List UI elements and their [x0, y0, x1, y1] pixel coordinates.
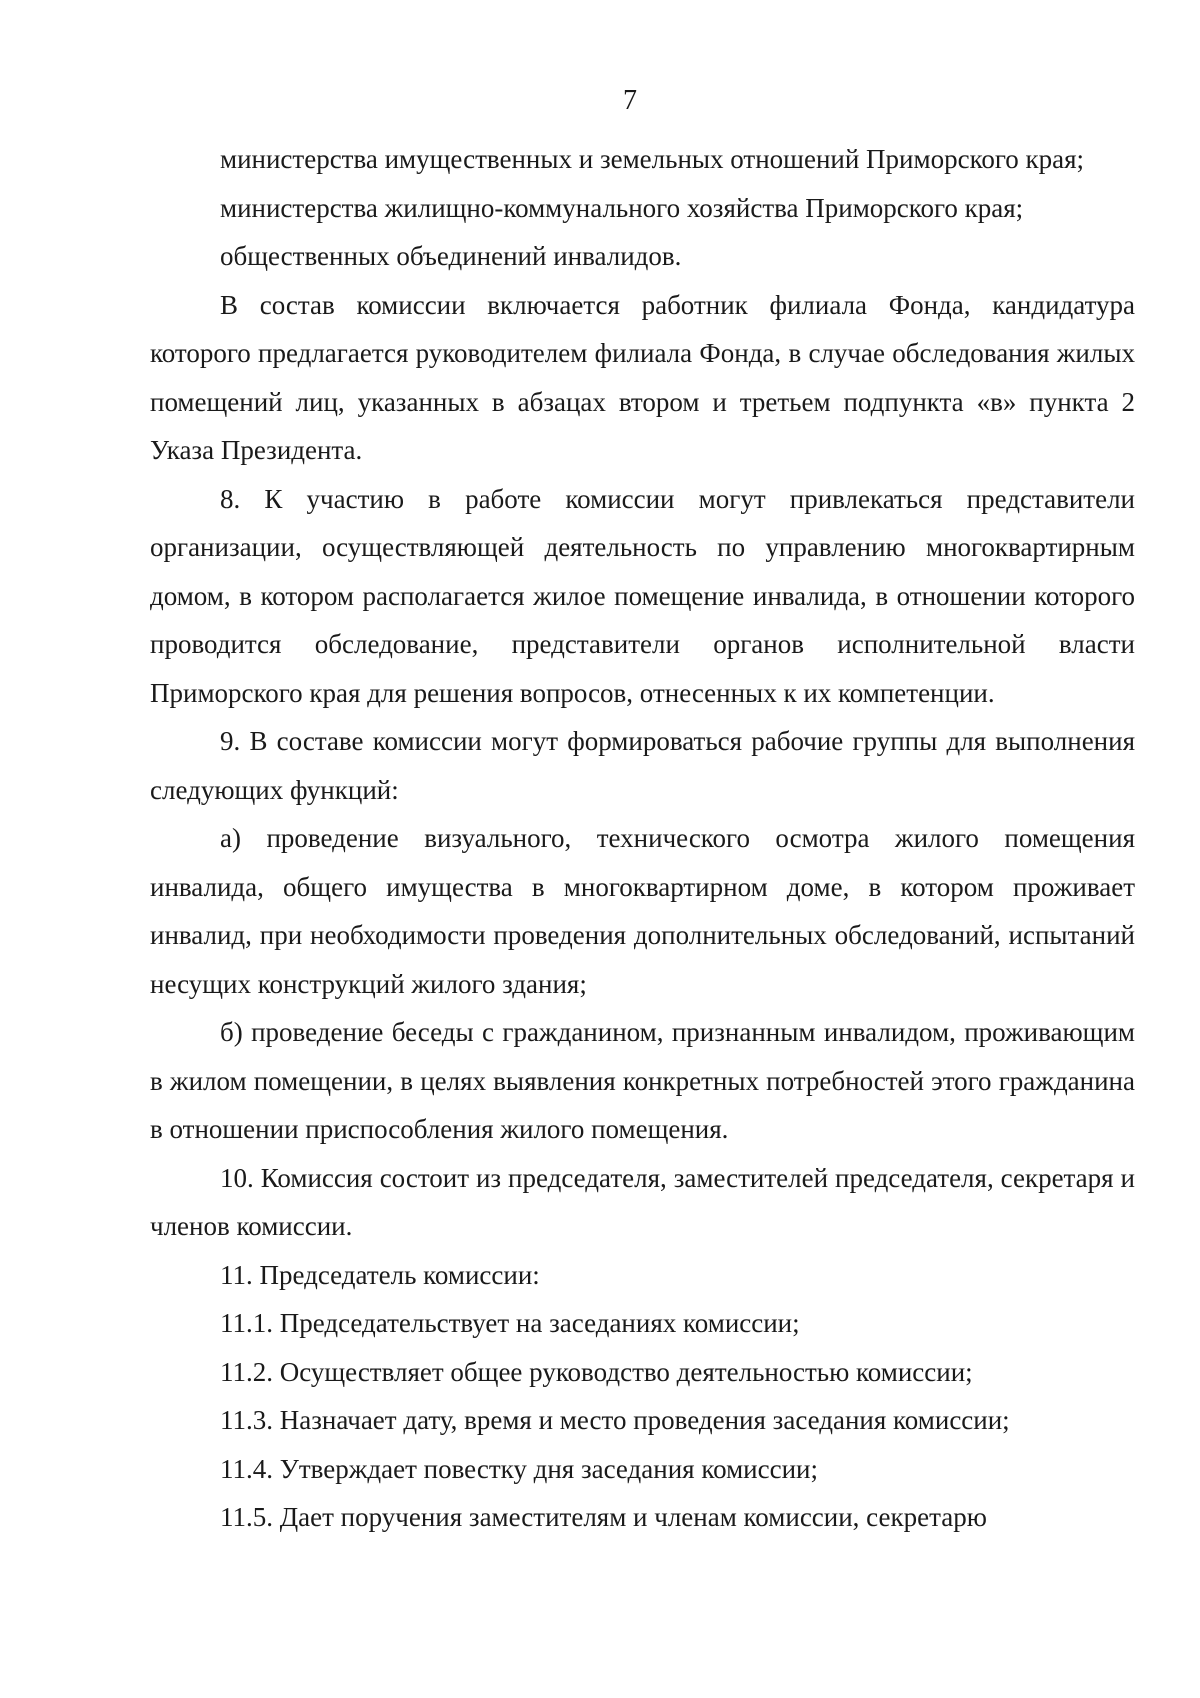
paragraph-item-9b: б) проведение беседы с гражданином, признанным инвалидом, проживающим в жилом помещении, в целях выявления конкретных потребностей этого гражданина в отношении приспособления жилого помещения.	[150, 1017, 1135, 1144]
paragraph-item-11-4: 11.4. Утверждает повестку дня заседания комиссии;	[220, 1453, 818, 1484]
paragraph-item-9a: а) проведение визуального, технического осмотра жилого помещения инвалида, общего имущества в многоквартирном доме, в котором проживает инвалид, при необходимости проведения дополнительных обследований, испытаний несущих конструкций жилого здания;	[150, 823, 1135, 999]
paragraph-item-11-5: 11.5. Дает поручения заместителям и членам комиссии, секретарю	[220, 1502, 987, 1532]
paragraph-item-11-2: 11.2. Осуществляет общее руководство деятельностью комиссии;	[220, 1356, 973, 1387]
paragraph-item-11-1: 11.1. Председательствует на заседаниях комиссии;	[220, 1308, 800, 1338]
paragraph-item-11-3: 11.3. Назначает дату, время и место проведения заседания комиссии;	[220, 1405, 1010, 1435]
page-number: 7	[623, 85, 637, 116]
paragraph-item-8: 8. К участию в работе комиссии могут привлекаться представители организации, осуществляющей деятельность по управлению многоквартирным домом, в котором располагается жилое помещение инвалида, в отношении которого проводится обследование, представители органов исполнительной власти Приморского края для решения вопросов, отнесенных к их компетенции.	[150, 483, 1135, 708]
document-body	[150, 135, 1135, 1542]
paragraph-item-10: 10. Комиссия состоит из председателя, заместителей председателя, секретаря и членов комиссии.	[150, 1162, 1135, 1241]
paragraph-ministry-housing: министерства жилищно-коммунального хозяйства Приморского края;	[220, 192, 1024, 223]
paragraph-item-9: 9. В составе комиссии могут формироваться рабочие группы для выполнения следующих функций:	[150, 726, 1135, 805]
paragraph-public-associations: общественных объединений инвалидов.	[220, 241, 682, 271]
paragraph-item-11: 11. Председатель комиссии:	[220, 1259, 540, 1290]
paragraph-fund-employee: В состав комиссии включается работник филиала Фонда, кандидатура которого предлагается руководителем филиала Фонда, в случае обследования жилых помещений лиц, указанных в абзацах втором и третьем подпункта «в» пункта 2 Указа Президента.	[150, 289, 1135, 465]
paragraph-ministry-property: министерства имущественных и земельных отношений Приморского края;	[220, 144, 1084, 174]
